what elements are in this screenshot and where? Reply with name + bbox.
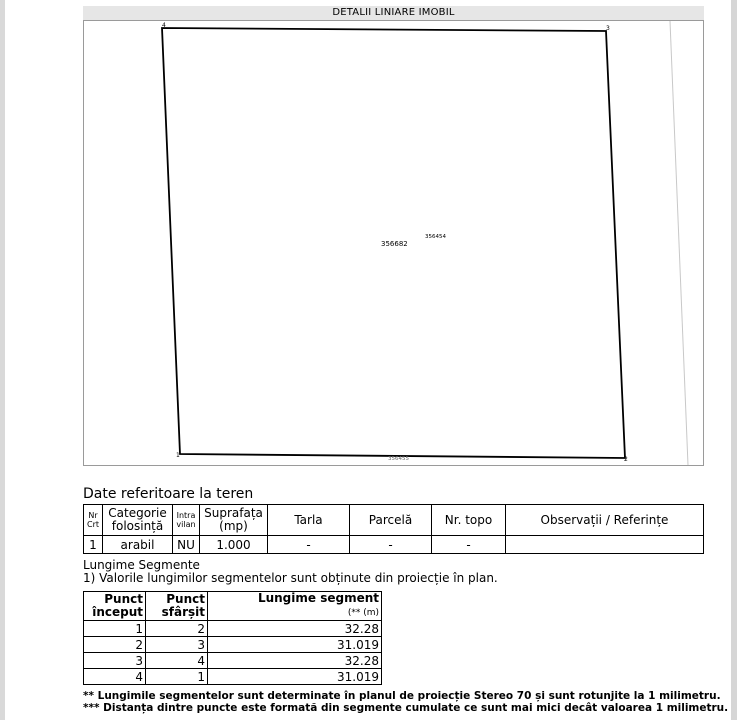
table-row [84,637,382,653]
cell-end: 3 [146,637,208,653]
land-data-table [83,504,704,554]
cell-observatii [506,536,704,554]
segments-table [83,591,382,685]
vertex-label-2: 2 [624,456,628,463]
cell-suprafata: 1.000 [200,536,268,554]
col-intravilan: Intra vilan [173,505,200,536]
cell-end: 1 [146,669,208,685]
neighbor-id-bottom: 356455 [388,456,409,462]
col-categorie: Categorie folosință [103,505,173,536]
table-row [84,621,382,637]
col-lungime-segment: Lungime segment (** (m) [208,592,382,621]
neighbor-boundary-line [670,21,688,465]
cell-length: 32.28 [208,653,382,669]
table-row [84,669,382,685]
col-tarla: Tarla [268,505,350,536]
cell-length: 31.019 [208,669,382,685]
parcel-id-label: 356682 [381,240,408,248]
cell-end: 2 [146,621,208,637]
left-edge-bar [0,0,5,720]
cell-parcela: - [350,536,432,554]
cell-length: 31.019 [208,637,382,653]
segments-note: 1) Valorile lungimilor segmentelor sunt obținute din proiecție în plan. [83,571,498,585]
cell-nr-topo: - [432,536,506,554]
cell-intravilan: NU [173,536,200,554]
col-observatii: Observații / Referințe [506,505,704,536]
cell-start: 2 [84,637,146,653]
parcel-drawing [84,21,703,465]
table-row [84,653,382,669]
segments-title: Lungime Segmente [83,558,200,572]
col-nr-topo: Nr. topo [432,505,506,536]
table-row [84,536,704,554]
right-scrollbar[interactable] [731,0,737,720]
land-table-header [84,505,704,536]
cell-length: 32.28 [208,621,382,637]
cell-start: 4 [84,669,146,685]
footnote-cumulative: *** Distanța dintre puncte este formată din segmente cumulate ce sunt mai mici decât valoarea 1 milimetru. [83,702,729,714]
land-section-title: Date referitoare la teren [83,486,254,502]
col-suprafata: Suprafața (mp) [200,505,268,536]
parcel-plan [83,20,704,466]
footnote-stereo70: ** Lungimile segmentelor sunt determinate în planul de proiecție Stereo 70 și sunt rotunjite la 1 milimetru. [83,690,721,702]
col-punct-sfarsit: Punct sfârșit [146,592,208,621]
col-punct-inceput: Punct început [84,592,146,621]
vertex-label-4: 4 [162,22,166,29]
vertex-label-3: 3 [606,25,610,32]
cell-nr: 1 [84,536,103,554]
cell-start: 1 [84,621,146,637]
segments-table-header [84,592,382,621]
cell-categorie: arabil [103,536,173,554]
cell-start: 3 [84,653,146,669]
col-nr-crt: Nr Crt [84,505,103,536]
cell-end: 4 [146,653,208,669]
plan-title: DETALII LINIARE IMOBIL [83,6,704,20]
col-parcela: Parcelă [350,505,432,536]
neighbor-id-top: 356454 [425,234,446,240]
vertex-label-1: 1 [176,452,180,459]
cell-tarla: - [268,536,350,554]
